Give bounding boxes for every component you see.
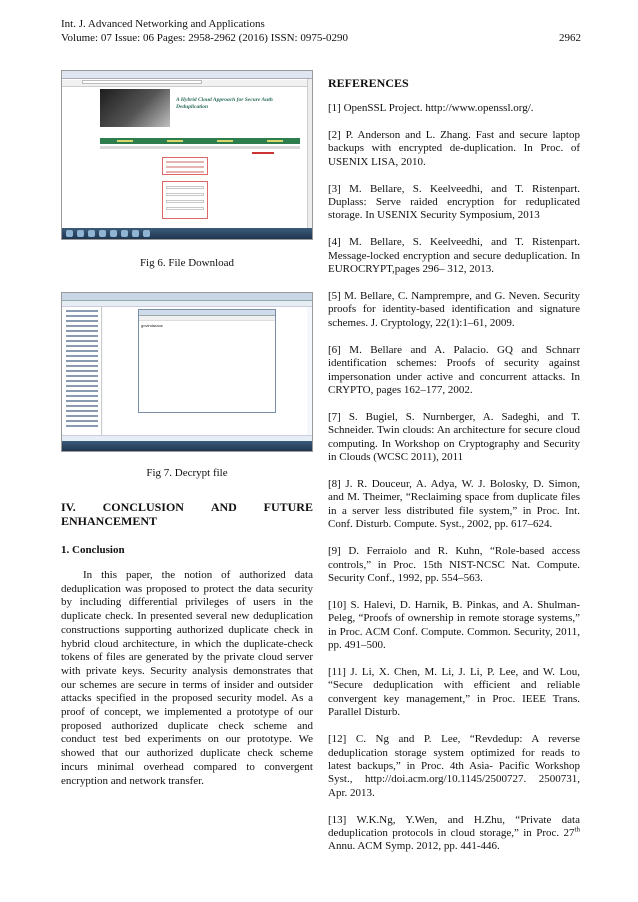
references-heading: REFERENCES bbox=[328, 76, 409, 90]
site-banner bbox=[100, 89, 300, 127]
site-welcome-text bbox=[252, 152, 274, 154]
windows-taskbar bbox=[62, 228, 312, 239]
reference-item: [4] M. Bellare, S. Keelveedhi, and T. Ristenpart. Message-locked encryption and secure deduplication. In EUROCRYPT,pages 296– 312, 2013. bbox=[328, 236, 580, 276]
reference-superscript: th bbox=[574, 825, 580, 834]
reference-item: [6] M. Bellare and A. Palacio. GQ and Schnarr identification schemes: Proofs of security against impersonation under active and concurrent attacks. In CRYPTO, pages 162–177, 2002. bbox=[328, 343, 580, 396]
journal-name: Int. J. Advanced Networking and Applications bbox=[61, 18, 265, 30]
windows-taskbar bbox=[62, 441, 312, 451]
reference-item: [10] S. Halevi, D. Harnik, B. Pinkas, and A. Shulman-Peleg, “Proofs of ownership in remote storage systems,” in Proc. ACM Conf. Compute. Common. Security, 2011, pp. 491–500. bbox=[328, 598, 580, 652]
section-word: AND bbox=[210, 500, 237, 514]
reference-item: [7] S. Bugiel, S. Nurnberger, A. Sadeghi, and T. Schneider. Twin clouds: An architecture for secure cloud computing. In Workshop on Cryptography and Security in Clouds (WCSC 2011), 2011 bbox=[328, 410, 580, 464]
reference-item: [11] J. Li, X. Chen, M. Li, J. Li, P. Lee, and W. Lou, “Secure deduplication with efficient and reliable convergent key management,” in Proc. IEEE Trans. Parallel Disturb. bbox=[328, 666, 580, 719]
reference-item: [9] D. Ferraiolo and R. Kuhn, “Role-based access controls,” in Proc. 15th NIST-NCSC Nat. Compute. Security Conf., 1992, pp. 554–563. bbox=[328, 545, 580, 584]
section-heading-line1 bbox=[61, 500, 313, 514]
section-word: FUTURE bbox=[263, 500, 313, 514]
banner-image bbox=[100, 89, 170, 127]
section-number: IV. bbox=[61, 500, 76, 514]
reference-item: [2] P. Anderson and L. Zhang. Fast and secure laptop backups with encrypted de-duplication. In Proc. of USENIX LISA, 2010. bbox=[328, 128, 580, 168]
browser-scrollbar bbox=[307, 79, 312, 229]
download-form bbox=[162, 181, 208, 219]
figure-7-caption: Fig 7. Decrypt file bbox=[146, 467, 228, 479]
running-header bbox=[61, 17, 581, 45]
subsection-heading: 1. Conclusion bbox=[61, 544, 125, 556]
conclusion-paragraph: In this paper, the notion of authorized data deduplication was proposed to protect the data security by including differential privileges of users in the duplicate check. In presented several new deduplication constructions supporting authorized duplicate check in hybrid cloud architecture, in which the duplicate-check tokens of files are generated by the private cloud server with private keys. Security analysis demonstrates that our schemes are secure in terms of insider and outsider attacks specified in the proposed security model. As a proof of concept, we implemented a prototype of our proposed authorized duplicate check scheme and conduct test bed experiments on our prototype. We showed that our authorized duplicate check scheme incurs minimal overhead compared to convergent encryption and network transfer. bbox=[61, 569, 313, 787]
reference-item: [3] M. Bellare, S. Keelveedhi, and T. Ristenpart. Duplass: Serve raided encryption for reduplicated storage. In USENIX Security Symposium, 2013 bbox=[328, 182, 580, 222]
figure-7-screenshot bbox=[61, 292, 313, 452]
reference-item: [8] J. R. Douceur, A. Adya, W. J. Bolosky, D. Simon, and M. Theimer, “Reclaiming space from duplicate files in a server less distributed file system,” in Proc. Int. Conf. Disturb. Compute. Syst., 2002, pp. 617–624. bbox=[328, 478, 580, 531]
reference-item-last bbox=[328, 814, 580, 854]
page-number: 2962 bbox=[559, 32, 581, 44]
site-navbar bbox=[100, 138, 300, 144]
volume-info: Volume: 07 Issue: 06 Pages: 2958-2962 (2016) ISSN: 0975-0290 bbox=[61, 32, 349, 44]
reference-item: [1] OpenSSL Project. http://www.openssl.org/. bbox=[328, 102, 534, 114]
browser-address-bar bbox=[62, 80, 312, 87]
right-column bbox=[328, 76, 580, 854]
file-info-box bbox=[162, 157, 208, 175]
explorer-titlebar bbox=[62, 293, 312, 301]
section-heading-line2: ENHANCEMENT bbox=[61, 514, 158, 528]
figure-6-caption: Fig 6. File Download bbox=[139, 257, 235, 269]
banner-title: A Hybrid Cloud Approach for Secure Auth Deduplication bbox=[176, 97, 273, 110]
reference-item: [12] C. Ng and P. Lee, “Revdedup: A reverse deduplication storage system optimized for reads to latest backups,” in Proc. 4th Asia- Pacific Workshop Syst., http://doi.acm.org/10.1145/2500727. 2500731, Apr. 2013. bbox=[328, 733, 580, 799]
reference-text: [13] W.K.Ng, Y.Wen, and H.Zhu, “Private data deduplication protocols in cloud storage,” in Proc. 27 bbox=[328, 813, 580, 840]
browser-titlebar bbox=[62, 71, 312, 79]
site-strip bbox=[100, 146, 300, 149]
notepad-text: govindaraos bbox=[141, 323, 163, 328]
figure-6-screenshot bbox=[61, 70, 313, 240]
section-word: CONCLUSION bbox=[102, 500, 184, 514]
left-column bbox=[61, 70, 313, 788]
header-volume-row bbox=[61, 31, 581, 45]
section-heading bbox=[61, 500, 313, 528]
reference-text: Annu. ACM Symp. 2012, pp. 441-446. bbox=[328, 840, 500, 853]
notepad-window bbox=[138, 309, 276, 413]
reference-item: [5] M. Bellare, C. Namprempre, and G. Neven. Security proofs for identity-based identification and signature schemes. J. Cryptology, 22(1):1–61, 2009. bbox=[328, 290, 580, 329]
explorer-sidebar bbox=[62, 307, 102, 435]
